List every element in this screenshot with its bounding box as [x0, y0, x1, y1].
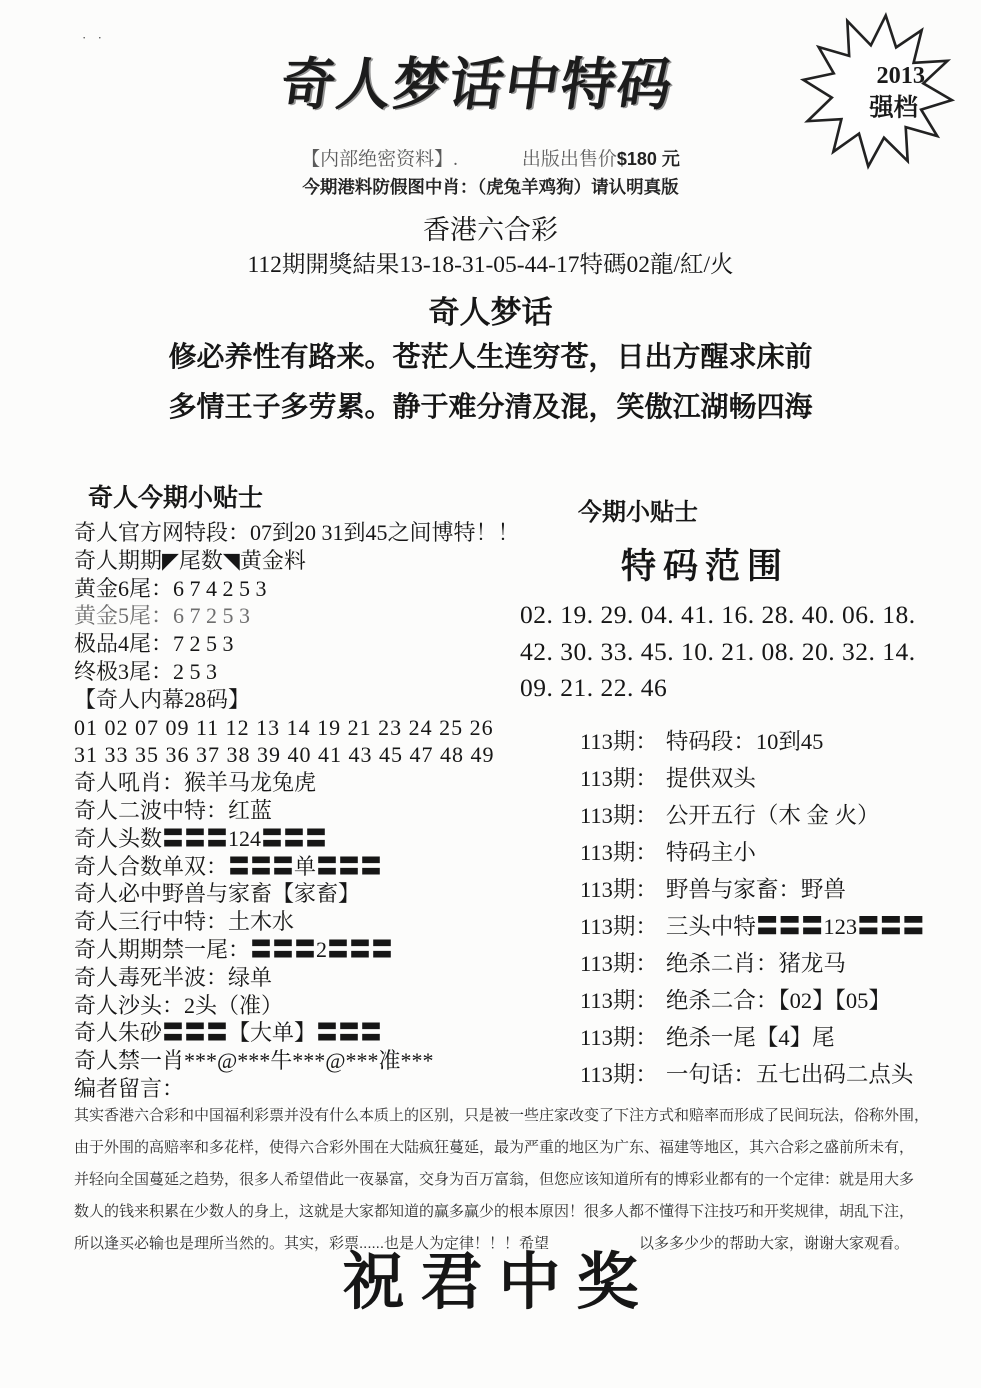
editor-note-label: 编者留言：	[74, 1075, 185, 1101]
period-text: 提供双头	[665, 765, 756, 791]
period-label: 113期：	[580, 987, 658, 1013]
left-tip-line: 奇人头数〓〓〓124〓〓〓	[74, 825, 328, 851]
range-numbers-row: 42. 30. 33. 45. 10. 21. 08. 20. 32. 14.	[520, 636, 916, 666]
price-line	[0, 144, 981, 171]
poem-line-2: 多情王子多劳累。静于难分清及混，笑傲江湖畅四海	[168, 392, 813, 423]
left-tip-line: 奇人官方网特段：07到20 31到45之间博特！！	[74, 520, 520, 545]
period-label: 113期：	[580, 1024, 658, 1050]
dream-section-title: 奇人梦话	[428, 295, 553, 330]
left-tip-line: 奇人期期禁一尾：〓〓〓2〓〓〓	[74, 936, 394, 962]
left-tip-line: 奇人三行中特：土木水	[74, 909, 295, 935]
right-tips-panel	[520, 492, 970, 1093]
period-text: 特码主小	[665, 839, 756, 865]
period-item	[580, 908, 970, 945]
period-text: 三头中特〓〓〓123〓〓〓	[665, 913, 925, 939]
period-113-list	[580, 723, 970, 1093]
period-label: 113期：	[580, 765, 658, 791]
period-label: 113期：	[580, 728, 658, 754]
left-tip-line: 奇人期期◤尾数◥黄金料	[74, 547, 306, 573]
left-tip-line: 奇人禁一肖***@***牛***@***准***	[74, 1048, 434, 1074]
range-numbers-row: 02. 19. 29. 04. 41. 16. 28. 40. 06. 18.	[520, 600, 916, 629]
left-tip-line: 奇人必中野兽与家畜【家畜】	[74, 881, 361, 907]
poem-line-1: 修必养性有路来。苍茫人生连穷苍，日出方醒求床前	[168, 342, 813, 373]
left-tip-line: 黄金6尾：6 7 4 2 5 3	[74, 575, 267, 601]
left-panel-title: 奇人今期小贴士	[88, 485, 264, 512]
left-tip-line: 黄金5尾：6 7 2 5 3	[74, 603, 251, 629]
page-title: 奇人梦话中特码	[276, 53, 678, 117]
inner-code-row-2: 31 33 35 36 37 38 39 40 41 43 45 47 48 49	[74, 742, 495, 768]
period-item	[580, 797, 970, 834]
period-item	[580, 723, 970, 760]
period-item	[580, 982, 970, 1019]
left-tips-panel	[74, 478, 554, 1103]
period-label: 113期：	[580, 876, 658, 902]
period-text: 绝杀二肖：猪龙马	[665, 950, 846, 976]
range-numbers-row: 09. 21. 22. 46	[520, 673, 668, 702]
period-text: 一句话：五七出码二点头	[665, 1061, 914, 1087]
inner-code-row-1: 01 02 07 09 11 12 13 14 19 21 23 24 25 26	[74, 714, 494, 740]
good-luck-wish: 祝君中奖	[342, 1249, 655, 1317]
period-item	[580, 945, 970, 982]
period-label: 113期：	[580, 1061, 658, 1087]
period-label: 113期：	[580, 913, 658, 939]
period-text: 特码段：10到45	[665, 728, 824, 754]
period-text: 公开五行（木 金 火）	[665, 802, 880, 828]
left-tip-line: 奇人毒死半波：绿单	[74, 964, 273, 990]
scan-dot-marks: · ·	[82, 30, 106, 45]
anti-fake-line: 今期港料防假图中肖：（虎兔羊鸡狗）请认明真版	[302, 177, 679, 197]
badge-year: 2013	[876, 61, 926, 89]
note-line: 其实香港六合彩和中国福利彩票并没有什么本质上的区别，只是被一些庄家改变了下注方式和赔率而形成了民间玩法，俗称外围，	[74, 1107, 930, 1124]
draw-result-line: 112期開獎結果13-18-31-05-44-17特碼02龍/紅/火	[247, 252, 734, 278]
price-prefix: 出版出售价	[521, 149, 617, 170]
note-line: 并轻向全国蔓延之趋势，很多人希望借此一夜暴富，交身为百万富翁，但您应该知道所有的博彩业都有的一个定律：就是用大多	[74, 1171, 915, 1188]
period-text: 绝杀二合：【02】【05】	[665, 987, 891, 1013]
lottery-name: 香港六合彩	[423, 215, 558, 245]
period-text: 绝杀一尾【4】尾	[665, 1024, 835, 1050]
left-tip-line: 奇人吼肖：猴羊马龙兔虎	[74, 770, 317, 796]
period-item	[580, 834, 970, 871]
period-item	[580, 1056, 970, 1093]
note-line: 数人的钱来积累在少数人的身上，这就是大家都知道的赢多赢少的根本原因！很多人都不懂得下注技巧和开奖规律，胡乱下注，	[74, 1203, 915, 1220]
period-item	[580, 871, 970, 908]
period-label: 113期：	[580, 839, 658, 865]
left-tip-line: 奇人合数单双：〓〓〓单〓〓〓	[74, 853, 383, 879]
period-label: 113期：	[580, 802, 658, 828]
left-tip-line: 终极3尾：2 5 3	[74, 658, 218, 684]
left-tip-line: 奇人沙头：2头（准）	[74, 992, 284, 1018]
note-line: 由于外围的高赔率和多花样，使得六合彩外围在大陆疯狂蔓延，最为严重的地区为广东、福建等地区，其六合彩之盛前所未有，	[74, 1139, 915, 1156]
badge-label: 强档	[869, 94, 918, 122]
period-label: 113期：	[580, 950, 658, 976]
special-code-range-title: 特码范围	[620, 547, 789, 586]
left-tip-line: 【奇人内幕28码】	[74, 686, 251, 712]
note-line: 所以逢买必输也是理所当然的。其实，彩票......也是人为定律！！！希望 以多多少少的帮助大家，谢谢大家观看。	[74, 1235, 910, 1252]
left-tip-line: 奇人二波中特：红蓝	[74, 797, 273, 823]
right-panel-title: 今期小贴士	[578, 500, 698, 526]
secret-material-label: 【内部绝密资料】.	[301, 149, 458, 170]
price-value: $180 元	[616, 149, 680, 169]
left-tip-line: 极品4尾：7 2 5 3	[74, 631, 234, 657]
period-text: 野兽与家畜：野兽	[665, 876, 846, 902]
left-tip-line: 奇人朱砂〓〓〓【大单】〓〓〓	[74, 1020, 383, 1046]
period-item	[580, 1019, 970, 1056]
period-item	[580, 760, 970, 797]
